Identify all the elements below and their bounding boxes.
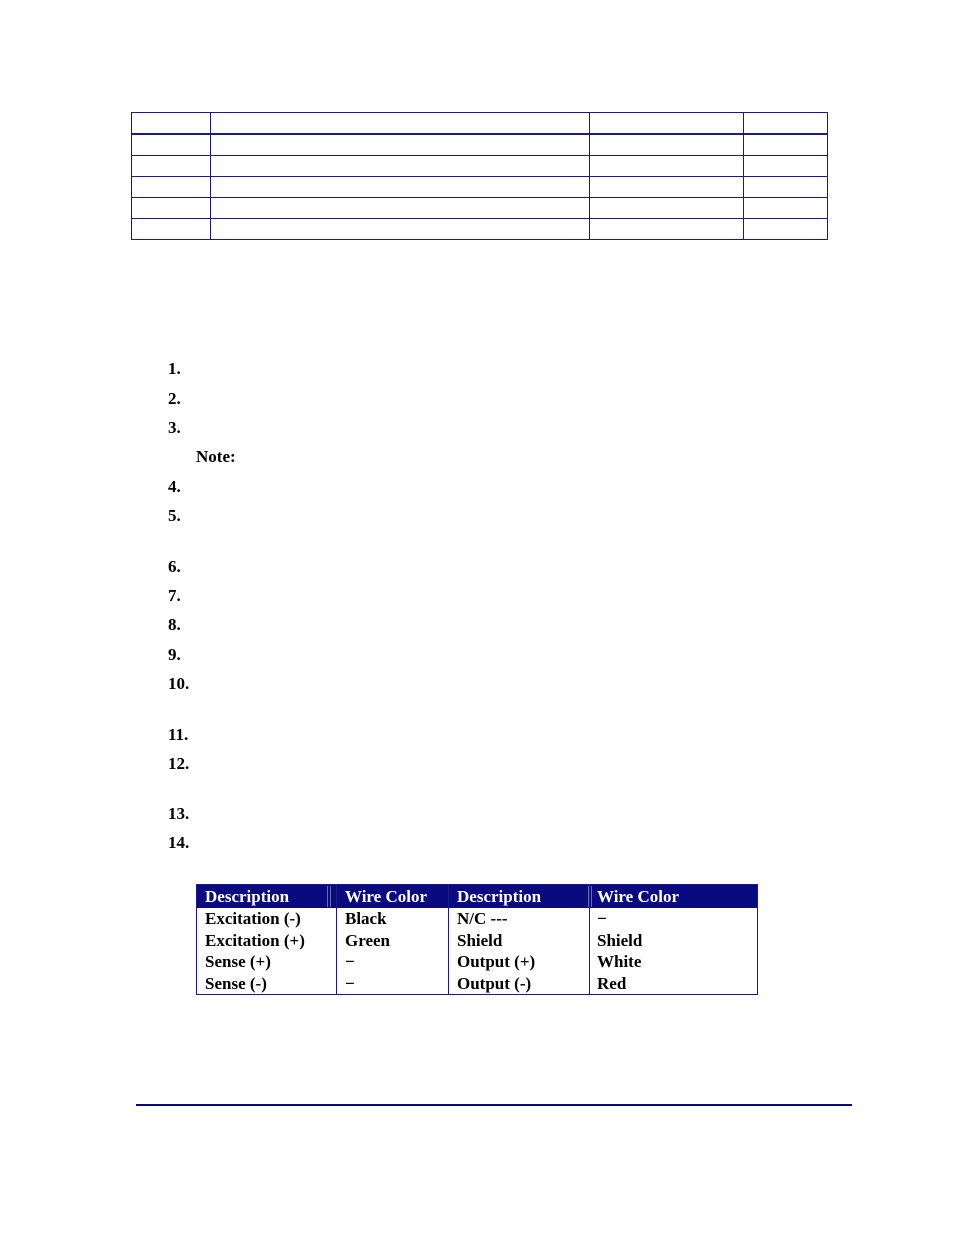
table-cell: Black [345,909,387,928]
table-cell: Sense (-) [205,974,267,993]
step-number: 12. [168,754,190,773]
table-row [132,134,828,156]
table-cell [744,113,828,135]
top-table [131,112,828,240]
column-divider [448,885,449,994]
table-cell [211,177,590,198]
table-row [132,156,828,177]
column-divider [336,885,337,994]
table-cell [590,198,744,219]
footer-divider [136,1104,852,1106]
step-number: 4. [168,477,181,496]
table-row [132,219,828,240]
step-number: 11. [168,725,189,744]
wire-color-table [196,884,758,995]
table-cell [211,134,590,156]
table-cell: Red [597,974,627,993]
table-cell: Output (-) [457,974,532,993]
table-cell [211,156,590,177]
step-number: 13. [168,804,190,823]
table-cell [132,113,211,135]
table-cell [590,219,744,240]
table-cell [211,198,590,219]
step-number: 8. [168,615,181,634]
table-row [132,177,828,198]
table-cell: Sense (+) [205,952,271,971]
table-cell: − [345,974,355,993]
table-cell: Output (+) [457,952,536,971]
step-number: 10. [168,674,190,693]
table-cell [132,134,211,156]
header-divider [327,886,331,907]
table-cell: N/C --- [457,909,508,928]
table-cell: Excitation (+) [205,931,305,950]
step-number: 6. [168,557,181,576]
table-row [132,198,828,219]
table-row [132,113,828,135]
table-cell [744,156,828,177]
table-cell [590,156,744,177]
step-number: 1. [168,359,181,378]
table-cell [744,219,828,240]
note-label: Note: [196,447,236,466]
step-number: 3. [168,418,181,437]
table-cell: Shield [457,931,503,950]
table-cell: Shield [597,931,643,950]
table-cell: Green [345,931,391,950]
table-cell: White [597,952,642,971]
table-cell [211,219,590,240]
table-cell [132,177,211,198]
step-number: 9. [168,645,181,664]
table-cell: − [345,952,355,971]
table-cell [744,134,828,156]
table-cell [132,156,211,177]
header-divider [588,886,592,907]
table-cell: Excitation (-) [205,909,301,928]
table-cell [744,177,828,198]
table-cell: − [597,909,607,928]
table-cell [211,113,590,135]
table-cell [590,113,744,135]
table-cell [132,198,211,219]
table-cell [590,134,744,156]
step-number: 5. [168,506,181,525]
table-cell [132,219,211,240]
step-number: 7. [168,586,181,605]
table-cell [744,198,828,219]
step-number: 14. [168,833,190,852]
table-cell [590,177,744,198]
step-number: 2. [168,389,181,408]
header-description: Description [457,887,542,906]
header-wire-color: Wire Color [345,887,427,906]
header-description: Description [205,887,290,906]
header-wire-color: Wire Color [597,887,679,906]
